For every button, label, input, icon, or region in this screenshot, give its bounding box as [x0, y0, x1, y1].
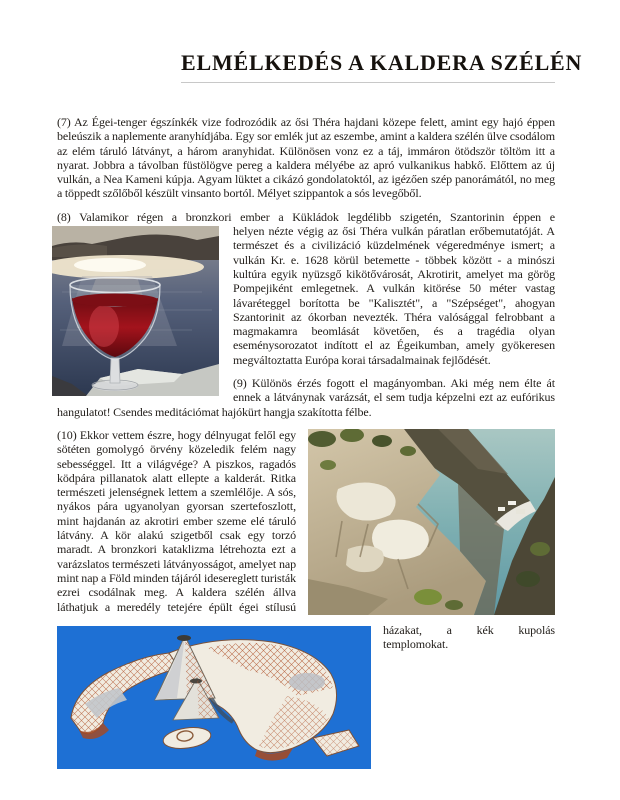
paragraph-10-text-before: (10) Ekkor vettem észre, hogy délnyugat felől egy sötéten gomolygó örvény közeledik felém nagy sebességgel. Itt a világvége? A piszkos, ragadós ködpára pillanatok alatt ellepte a kalderát. Ritka természeti jelenségnek lettem a szemlélője. A sós, nyákos pára ugyanolyan gyorsan szertefoszlott, mint hajdanán az akrotiri ember szeme elé táruló látvány. A kör alakú szigetből csak egy torzó maradt. A bronzkori kataklizma létrehozta ezt a varázslatos természeti látványosságot, amelyet nap mint nap a Föld minden tájáról idesereglett	[57, 427, 296, 585]
page-title: ELMÉLKEDÉS A KALDERA SZÉLÉN	[181, 50, 583, 75]
paragraph-8-first-line: (8) Valamikor régen a bronzkori ember a Kükládok legdélibb szigetén, Szantorinin éppen e	[57, 209, 555, 224]
caldera-sketch-graphic	[57, 626, 371, 769]
article-header	[181, 50, 583, 83]
paragraph-9-text: (9) Különös érzés fogott el magányomban. Aki még nem élte át ennek a látványnak varázsát, el sem tudja képzelni ezt az eufórikus hangulatot! Csendes meditációmat hajókürt hangja szakította félbe.	[57, 376, 555, 419]
wine-sunset-photo	[52, 226, 219, 396]
wine-sunset-photo-graphic	[52, 226, 219, 396]
paragraph-10-text-after: turisták ezrei csodálnak meg. A kaldera szélén állva láthatjuk a meredély tetejére épült égei stílusú házakat, a kék kupolás templomokat.	[57, 570, 555, 652]
paragraph-7	[57, 115, 555, 201]
caldera-cliff-photo-graphic	[308, 429, 555, 615]
paragraph-8	[57, 210, 555, 367]
paragraph-8-text: helyen nézte végig az ősi Théra vulkán páratlan erőbemutatóját. A természet és a civilizáció küzdelmének végeredménye ismert; a vulkán Kr. e. 1628 körül betemette - többek között - a minószi kultúra egyik nyüzsgő kikötővárosát, Akrotirit, amelyet ma görög Pompejiként emlegetnek. A vulkán kitörése 50 méter vastag lávaréteggel borította be "Kalisztét", a "Szépséget", ahogyan Szantorinit az ókorban nevezték. Théra valósággal felrobbant a magmakamra beomlását követően, és a tragédia olyan eseménysorozatot indított el az Égeikumban, amely gyökeresen megváltoztatta Európa korai társadalmainak fejlődését.	[233, 224, 555, 367]
paragraph-10	[57, 428, 555, 652]
paragraph-7-text: (7) Az Égei-tenger égszínkék vize fodrozódik az ősi Théra hajdani közepe felett, amint egy hajó éppen beleúszik a naplemente aranyhídjába. Egy sor emlék jut az eszembe, amint a kaldera szélén ülve csodálom az elém táruló látványt, a három aranyhidat. Különösen vonz ez a táj, immáron ötödször töltöm itt a nyarat. Jobbra a távolban füstölögve pereg a kaldera mélyébe az apró vulkanikus habkő. Előttem az új vulkán, a Nea Kameni kúpja. Agyam lüktet a cikázó gondolatoktól, az igézően szép panorámától, no meg a töppedt szőlőből készült vinsanto bortól. Mélyet szippantok a sós levegőből.	[57, 115, 555, 201]
caldera-cliff-photo	[308, 429, 555, 615]
article-body	[57, 115, 555, 652]
caldera-sketch-figure	[57, 626, 371, 769]
